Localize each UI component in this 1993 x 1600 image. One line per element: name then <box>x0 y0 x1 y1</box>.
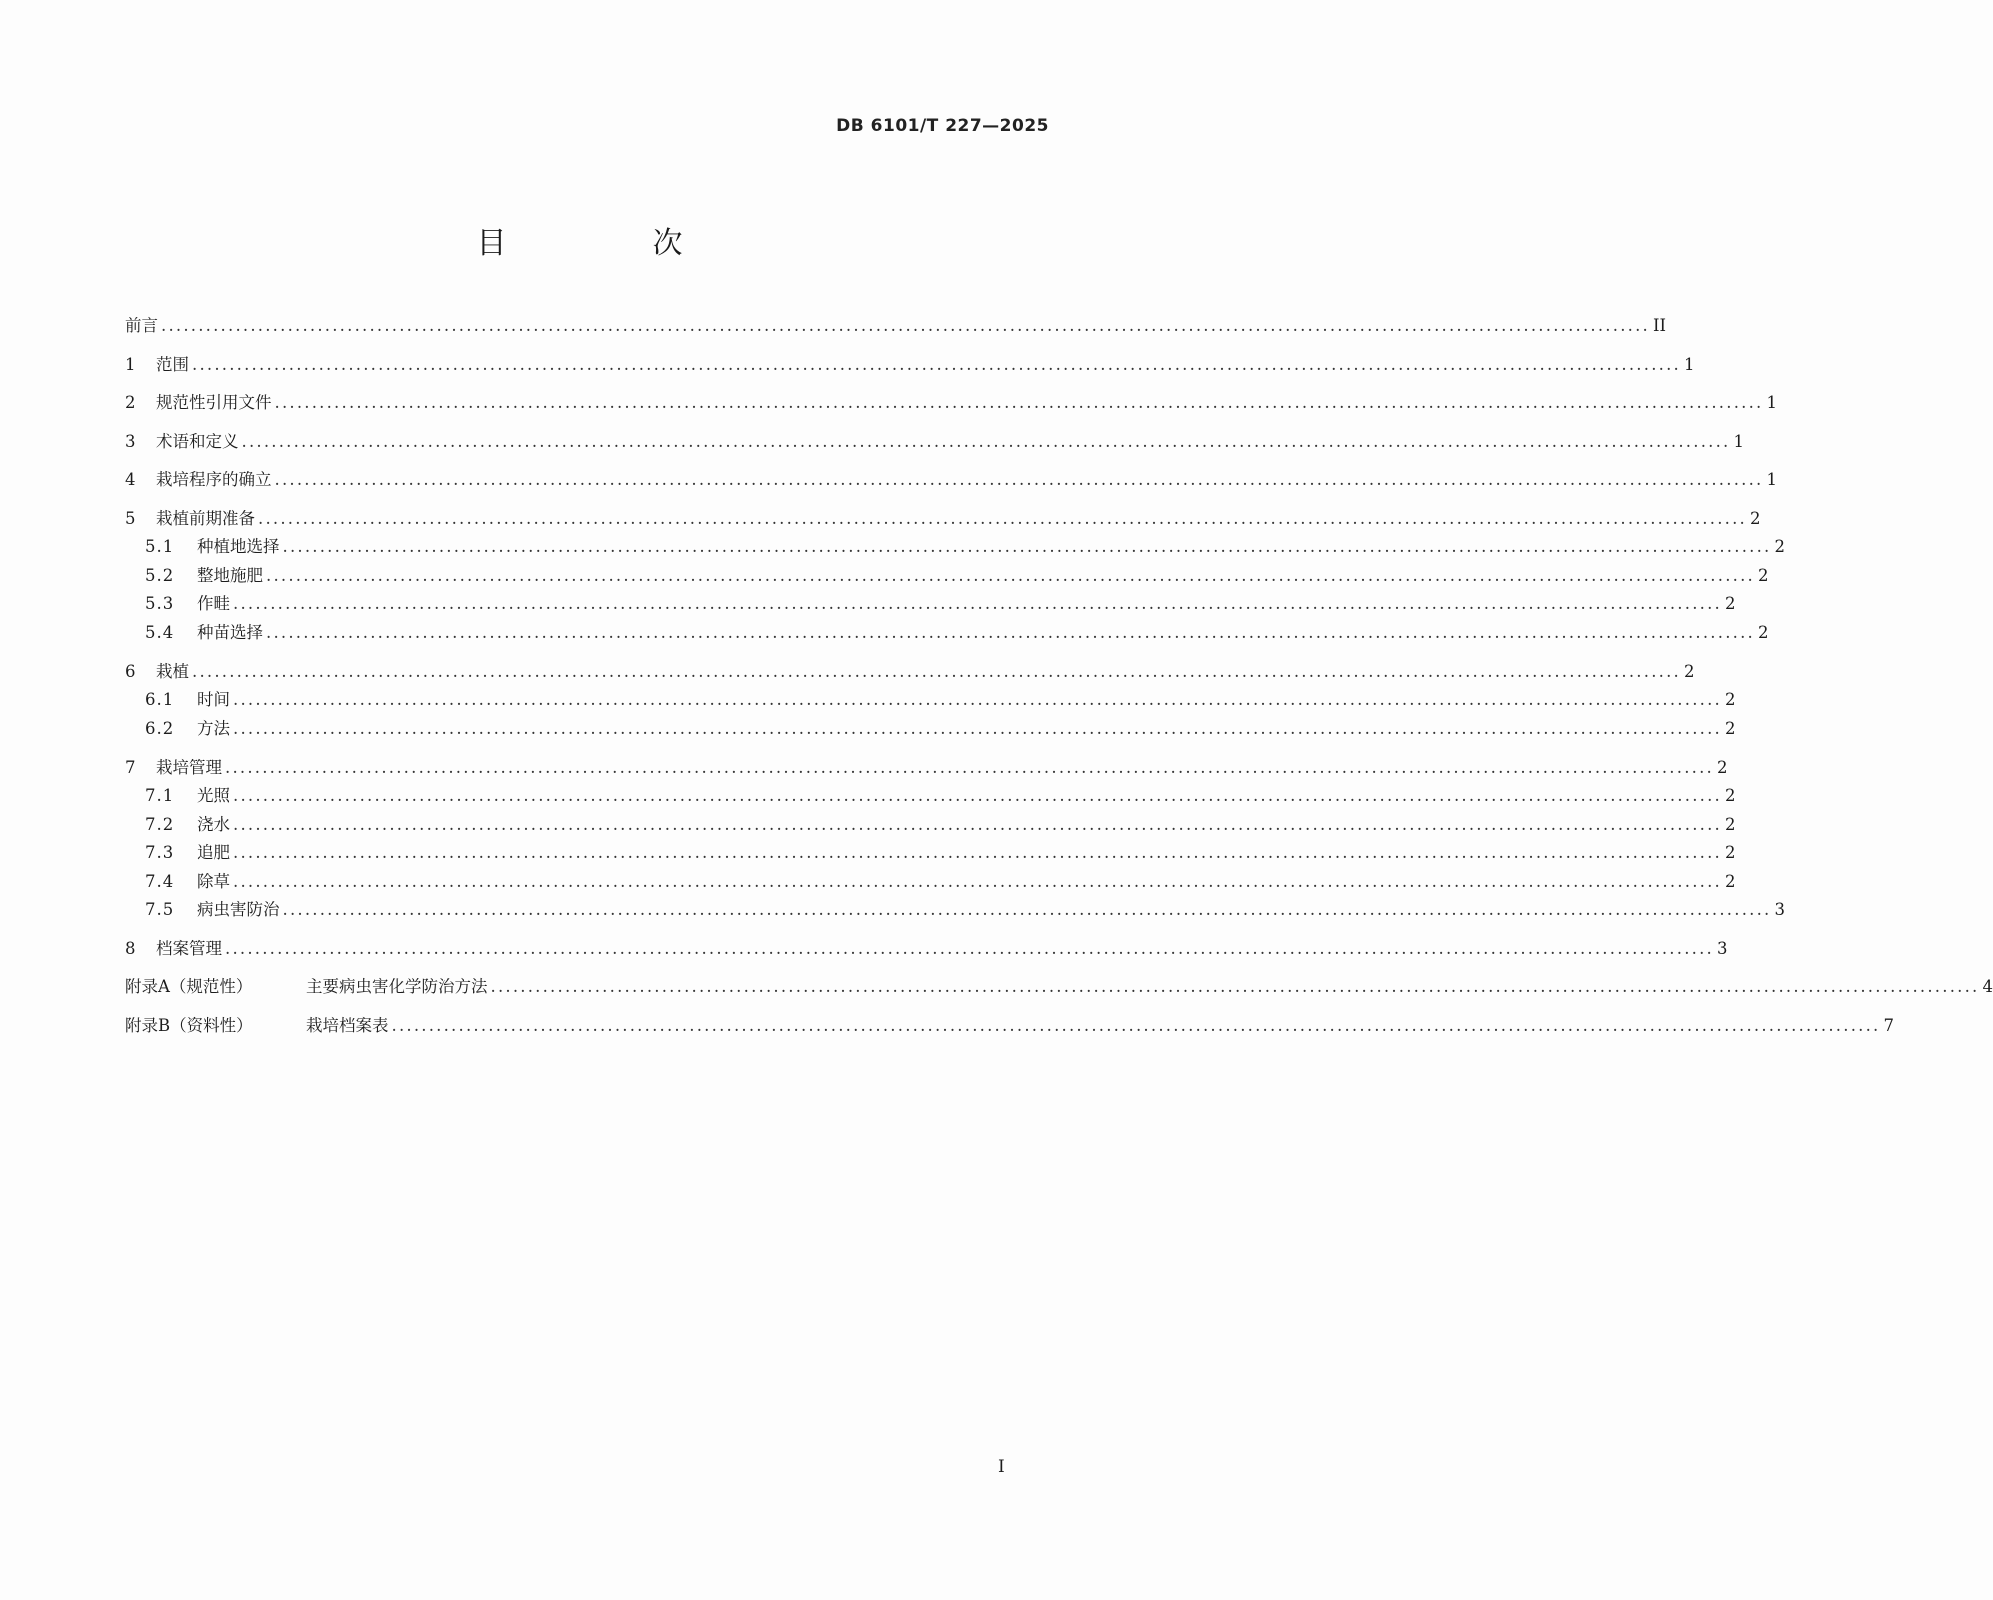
dot-leader: ........................................................................................................................................................................................................ <box>490 977 1980 996</box>
toc-entry-page: 3 <box>1774 900 1785 919</box>
toc-entry[interactable] <box>125 719 1736 739</box>
standard-code: DB 6101/T 227—2025 <box>836 116 1049 136</box>
toc-entry-page: 3 <box>1716 939 1728 958</box>
toc-entry-number: 6.2 <box>145 719 175 738</box>
toc-entry-title: 病虫害防治 <box>197 900 280 919</box>
toc-entry-page: 1 <box>1733 432 1744 451</box>
toc-entry[interactable] <box>125 900 1785 920</box>
toc-entry[interactable] <box>125 786 1736 806</box>
toc-entry[interactable] <box>125 537 1785 557</box>
toc-entry-page: 2 <box>1724 843 1736 862</box>
dot-leader: ........................................................................................................................................................................................................ <box>266 566 1755 585</box>
toc-entry[interactable] <box>125 1016 1894 1036</box>
dot-leader: ........................................................................................................................................................................................................ <box>161 316 1650 335</box>
dot-leader: ........................................................................................................................................................................................................ <box>233 872 1722 891</box>
dot-leader: ........................................................................................................................................................................................................ <box>192 662 1681 681</box>
toc-entry-number: 7.2 <box>145 815 175 834</box>
toc-entry[interactable] <box>125 690 1736 710</box>
toc-entry[interactable] <box>125 843 1736 863</box>
toc-entry-number: 7.3 <box>145 843 175 862</box>
toc-entry-title: 主要病虫害化学防治方法 <box>306 977 488 996</box>
dot-leader: ........................................................................................................................................................................................................ <box>258 509 1747 528</box>
toc-entry-title: 种苗选择 <box>197 623 263 642</box>
toc-entry-number: 5.3 <box>145 594 175 613</box>
toc-entry-number: 附录A（规范性） <box>125 977 253 996</box>
toc-entry-number: 7 <box>125 758 136 777</box>
toc-entry-page: 1 <box>1766 470 1777 489</box>
toc-entry-page: 2 <box>1716 758 1728 777</box>
toc-entry-title: 追肥 <box>197 843 230 862</box>
toc-entry-page: 2 <box>1724 690 1736 709</box>
toc-entry-title: 光照 <box>197 786 230 805</box>
dot-leader: ........................................................................................................................................................................................................ <box>233 690 1722 709</box>
toc-entry[interactable] <box>125 316 1667 336</box>
dot-leader: ........................................................................................................................................................................................................ <box>274 393 1764 412</box>
toc-entry-page: 1 <box>1683 355 1695 374</box>
toc-entry-title: 前言 <box>125 316 158 335</box>
toc-entry-page: 2 <box>1774 537 1785 556</box>
dot-leader: ........................................................................................................................................................................................................ <box>225 758 1714 777</box>
toc-entry-number: 3 <box>125 432 136 451</box>
toc-entry-number: 附录B（资料性） <box>125 1016 253 1035</box>
toc-entry-title: 栽培档案表 <box>306 1016 389 1035</box>
toc-entry-page: 1 <box>1766 393 1777 412</box>
toc-entry-number: 5.4 <box>145 623 175 642</box>
toc-entry-title: 时间 <box>197 690 230 709</box>
toc-entry-page: 2 <box>1724 872 1736 891</box>
toc-entry-page: 7 <box>1883 1016 1894 1035</box>
toc-entry-title: 术语和定义 <box>156 432 239 451</box>
toc-entry-page: 2 <box>1749 509 1761 528</box>
toc-entry[interactable] <box>125 393 1777 413</box>
toc-entry-title: 作畦 <box>197 594 230 613</box>
toc-entry-number: 8 <box>125 939 136 958</box>
toc-entry[interactable] <box>125 509 1761 529</box>
dot-leader: ........................................................................................................................................................................................................ <box>391 1016 1881 1035</box>
toc-entry[interactable] <box>125 432 1744 452</box>
dot-leader: ........................................................................................................................................................................................................ <box>233 786 1722 805</box>
toc-entry-page: II <box>1652 316 1667 335</box>
toc-entry-title: 整地施肥 <box>197 566 263 585</box>
toc-entry-page: 2 <box>1724 594 1736 613</box>
toc-entry[interactable] <box>125 470 1777 490</box>
dot-leader: ........................................................................................................................................................................................................ <box>282 900 1772 919</box>
toc-entry-number: 5.1 <box>145 537 175 556</box>
dot-leader: ........................................................................................................................................................................................................ <box>241 432 1731 451</box>
page-number: I <box>998 1457 1005 1477</box>
toc-entry-number: 7.5 <box>145 900 175 919</box>
toc-entry-page: 2 <box>1757 623 1769 642</box>
toc-entry-title: 方法 <box>197 719 230 738</box>
toc-entry-title: 种植地选择 <box>197 537 280 556</box>
toc-entry[interactable] <box>125 815 1736 835</box>
dot-leader: ........................................................................................................................................................................................................ <box>233 815 1722 834</box>
toc-entry-title: 浇水 <box>197 815 230 834</box>
toc-entry-title: 档案管理 <box>156 939 222 958</box>
toc-entry-page: 2 <box>1724 719 1736 738</box>
toc-entry[interactable] <box>125 355 1695 375</box>
toc-entry-number: 5 <box>125 509 136 528</box>
dot-leader: ........................................................................................................................................................................................................ <box>233 594 1722 613</box>
toc-entry-number: 1 <box>125 355 136 374</box>
toc-entry[interactable] <box>125 977 1993 997</box>
toc-entry-page: 2 <box>1724 786 1736 805</box>
toc-entry[interactable] <box>125 566 1769 586</box>
toc-entry-title: 除草 <box>197 872 230 891</box>
toc-entry-title: 栽植前期准备 <box>156 509 255 528</box>
toc-entry-number: 5.2 <box>145 566 175 585</box>
toc-entry-page: 2 <box>1683 662 1695 681</box>
toc-entry-title: 范围 <box>156 355 189 374</box>
dot-leader: ........................................................................................................................................................................................................ <box>233 719 1722 738</box>
dot-leader: ........................................................................................................................................................................................................ <box>192 355 1681 374</box>
toc-entry-number: 7.4 <box>145 872 175 891</box>
toc-entry[interactable] <box>125 939 1728 959</box>
toc-entry-title: 规范性引用文件 <box>156 393 272 412</box>
dot-leader: ........................................................................................................................................................................................................ <box>282 537 1772 556</box>
toc-entry-title: 栽植 <box>156 662 189 681</box>
toc-entry-page: 4 <box>1982 977 1993 996</box>
toc-entry-page: 2 <box>1757 566 1769 585</box>
toc-entry-number: 6 <box>125 662 136 681</box>
toc-entry[interactable] <box>125 662 1695 682</box>
page-title: 目 次 <box>476 226 741 261</box>
dot-leader: ........................................................................................................................................................................................................ <box>233 843 1722 862</box>
toc-entry[interactable] <box>125 758 1728 778</box>
toc-entry-number: 7.1 <box>145 786 175 805</box>
dot-leader: ........................................................................................................................................................................................................ <box>225 939 1714 958</box>
toc-entry-number: 2 <box>125 393 136 412</box>
toc-entry-title: 栽培管理 <box>156 758 222 777</box>
toc-entry[interactable] <box>125 872 1736 892</box>
toc-entry-number: 4 <box>125 470 136 489</box>
toc-entry[interactable] <box>125 594 1736 614</box>
toc-entry-title: 栽培程序的确立 <box>156 470 272 489</box>
dot-leader: ........................................................................................................................................................................................................ <box>274 470 1764 489</box>
dot-leader: ........................................................................................................................................................................................................ <box>266 623 1755 642</box>
toc-entry-page: 2 <box>1724 815 1736 834</box>
toc-entry-number: 6.1 <box>145 690 175 709</box>
toc-entry[interactable] <box>125 623 1769 643</box>
